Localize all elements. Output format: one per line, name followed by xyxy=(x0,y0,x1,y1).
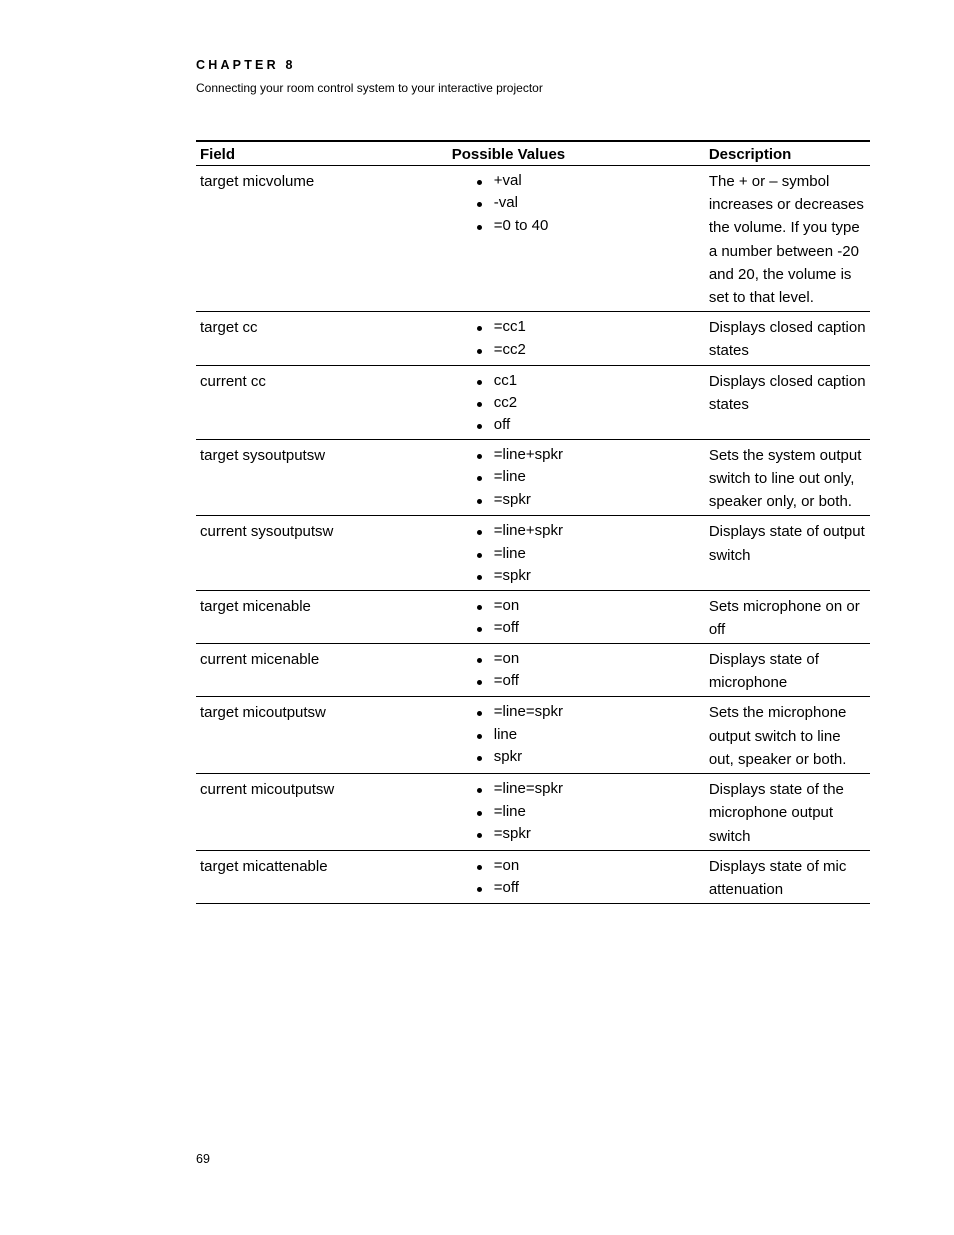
table-row xyxy=(196,365,870,439)
description-cell: Displays state of the microphone output switch xyxy=(705,774,870,851)
field-cell: current micoutputsw xyxy=(196,774,448,851)
possible-values-cell xyxy=(448,516,705,590)
possible-values-list xyxy=(452,701,701,768)
possible-value-item: spkr xyxy=(475,746,701,768)
table-row xyxy=(196,439,870,516)
field-cell: current sysoutputsw xyxy=(196,516,448,590)
possible-values-list xyxy=(452,595,701,640)
possible-value-item: +val xyxy=(475,170,701,192)
possible-value-item: =line xyxy=(475,543,701,565)
field-cell: current cc xyxy=(196,365,448,439)
table-header-row xyxy=(196,141,870,166)
possible-value-item: =line+spkr xyxy=(475,520,701,542)
possible-value-item: =line=spkr xyxy=(475,701,701,723)
possible-values-list xyxy=(452,370,701,437)
table-row xyxy=(196,774,870,851)
possible-values-cell xyxy=(448,697,705,774)
possible-values-list xyxy=(452,648,701,693)
possible-values-list xyxy=(452,520,701,587)
field-cell: target micvolume xyxy=(196,166,448,312)
possible-values-cell xyxy=(448,590,705,643)
table-row xyxy=(196,166,870,312)
possible-value-item: =off xyxy=(475,877,701,899)
possible-value-item: =on xyxy=(475,595,701,617)
field-cell: target micenable xyxy=(196,590,448,643)
table-row xyxy=(196,850,870,903)
possible-values-cell xyxy=(448,439,705,516)
field-cell: target micattenable xyxy=(196,850,448,903)
possible-values-list xyxy=(452,778,701,845)
possible-values-cell xyxy=(448,774,705,851)
possible-value-item: =on xyxy=(475,648,701,670)
possible-values-list xyxy=(452,855,701,900)
possible-value-item: =line xyxy=(475,801,701,823)
possible-values-cell xyxy=(448,166,705,312)
column-header-possible-values: Possible Values xyxy=(448,141,705,166)
table-row xyxy=(196,312,870,365)
description-cell: Sets the system output switch to line out only, speaker only, or both. xyxy=(705,439,870,516)
description-cell: The + or – symbol increases or decreases the volume. If you type a number between -20 and 20, the volume is set to that level. xyxy=(705,166,870,312)
possible-values-cell xyxy=(448,850,705,903)
chapter-subtitle: Connecting your room control system to your interactive projector xyxy=(196,81,543,95)
chapter-heading: CHAPTER 8 xyxy=(196,58,296,72)
possible-values-list xyxy=(452,170,701,237)
description-cell: Sets the microphone output switch to line out, speaker or both. xyxy=(705,697,870,774)
description-cell: Sets microphone on or off xyxy=(705,590,870,643)
possible-values-list xyxy=(452,316,701,361)
table-body xyxy=(196,166,870,904)
field-cell: target cc xyxy=(196,312,448,365)
possible-value-item: =line xyxy=(475,466,701,488)
possible-value-item: =off xyxy=(475,670,701,692)
possible-value-item: =on xyxy=(475,855,701,877)
possible-value-item: =cc2 xyxy=(475,339,701,361)
possible-value-item: =cc1 xyxy=(475,316,701,338)
field-cell: target micoutputsw xyxy=(196,697,448,774)
possible-value-item: -val xyxy=(475,192,701,214)
description-cell: Displays state of output switch xyxy=(705,516,870,590)
possible-value-item: off xyxy=(475,414,701,436)
table-row xyxy=(196,644,870,697)
possible-value-item: =spkr xyxy=(475,823,701,845)
table-row xyxy=(196,590,870,643)
possible-value-item: line xyxy=(475,724,701,746)
fields-table xyxy=(196,140,870,904)
possible-value-item: =spkr xyxy=(475,489,701,511)
possible-value-item: =line+spkr xyxy=(475,444,701,466)
possible-value-item: =0 to 40 xyxy=(475,215,701,237)
column-header-field: Field xyxy=(196,141,448,166)
possible-value-item: =off xyxy=(475,617,701,639)
description-cell: Displays closed caption states xyxy=(705,365,870,439)
page-number: 69 xyxy=(196,1152,210,1166)
description-cell: Displays state of mic attenuation xyxy=(705,850,870,903)
column-header-description: Description xyxy=(705,141,870,166)
description-cell: Displays closed caption states xyxy=(705,312,870,365)
possible-value-item: =line=spkr xyxy=(475,778,701,800)
possible-value-item: cc1 xyxy=(475,370,701,392)
possible-values-cell xyxy=(448,312,705,365)
possible-value-item: =spkr xyxy=(475,565,701,587)
description-cell: Displays state of microphone xyxy=(705,644,870,697)
possible-values-cell xyxy=(448,644,705,697)
possible-values-cell xyxy=(448,365,705,439)
table-row xyxy=(196,697,870,774)
possible-value-item: cc2 xyxy=(475,392,701,414)
field-cell: current micenable xyxy=(196,644,448,697)
table-row xyxy=(196,516,870,590)
field-cell: target sysoutputsw xyxy=(196,439,448,516)
possible-values-list xyxy=(452,444,701,511)
